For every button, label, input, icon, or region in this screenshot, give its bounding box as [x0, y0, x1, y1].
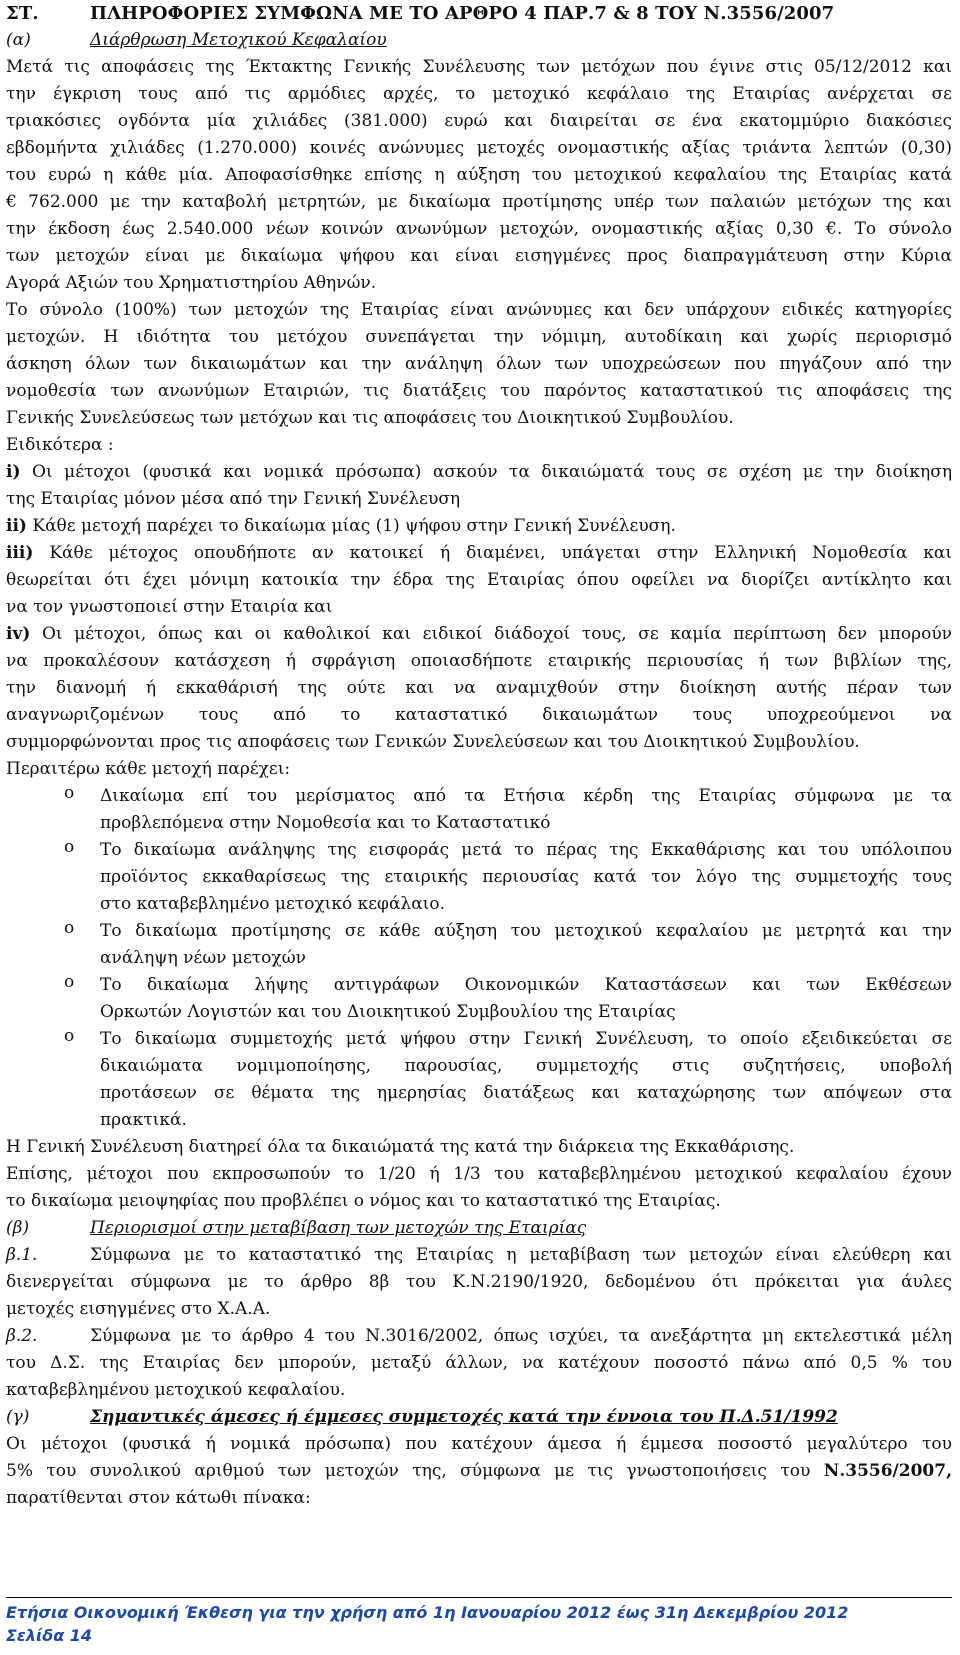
clause-line: καταβεβλημένου μετοχικού κεφαλαίου. [6, 1380, 346, 1400]
subsection-title: Περιορισμοί στην μεταβίβαση των μετοχών της Εταιρίας [90, 1218, 587, 1238]
subsection-c-heading [6, 1404, 952, 1431]
bullet-line: προτάσεων σε θέματα της ημερησίας διατάξεως και καταχώρησης των απόψεων στα [100, 1083, 952, 1103]
bullet-line: Το δικαίωμα συμμετοχής μετά ψήφου στην Γενική Συνέλευση, το οποίο εξειδικεύεται σε [100, 1029, 952, 1049]
clause-number: β.1. [6, 1245, 38, 1265]
section-heading [6, 0, 952, 27]
law-reference: Ν.3556/2007, [823, 1461, 952, 1481]
paragraph-line: € 762.000 με την καταβολή μετρητών, με δικαίωμα προτίμησης υπέρ των παλαιών μετόχων της και [6, 192, 952, 212]
paragraph-text: 5% του συνολικού αριθμού των μετοχών της, σύμφωνα με τις γνωστοποιήσεις του [6, 1461, 824, 1481]
item-number: iv) [6, 624, 31, 644]
bullet-line: Το δικαίωμα λήψης αντιγράφων Οικονομικών Καταστάσεων και των Εκθέσεων [100, 975, 952, 995]
bullet-marker: o [64, 783, 75, 803]
page-number: Σελίδα 14 [6, 1626, 93, 1645]
list-item-line: συμμορφώνονται προς τις αποφάσεις των Γενικών Συνελεύσεων και του Διοικητικού Συμβουλίου. [6, 732, 860, 752]
subsection-title: Σημαντικές άμεσες ή έμμεσες συμμετοχές κατά την έννοια του Π.Δ.51/1992 [90, 1407, 838, 1427]
item-text: Κάθε μέτοχος οπουδήποτε αν κατοικεί ή διαμένει, υπάγεται στην Ελληνική Νομοθεσία και [49, 543, 953, 563]
list-item-line: της Εταιρίας μόνον μέσα από την Γενική Συνέλευση [6, 489, 461, 509]
heading-text: ΠΛΗΡΟΦΟΡΙΕΣ ΣΥΜΦΩΝΑ ΜΕ ΤΟ ΑΡΘΡΟ 4 ΠΑΡ.7 & 8 ΤΟΥ Ν.3556/2007 [90, 3, 835, 24]
item-number: i) [6, 462, 21, 482]
bullet-line: στο καταβεβλημένο μετοχικό κεφάλαιο. [100, 894, 445, 914]
list-item-line: την διανομή ή εκκαθάρισή της ούτε και να αναμιχθούν στην διοίκηση αυτής πέραν των [6, 678, 952, 698]
paragraph-line: Το σύνολο (100%) των μετοχών της Εταιρίας είναι ανώνυμες και δεν υπάρχουν ειδικές κατηγορίες [6, 300, 952, 320]
paragraph-line: παρατίθενται στον κάτωθι πίνακα: [6, 1488, 311, 1508]
clause-text: Σύμφωνα με το καταστατικό της Εταιρίας η μεταβίβαση των μετοχών είναι ελεύθερη και [90, 1245, 952, 1265]
bullet-line: πρακτικά. [100, 1110, 187, 1130]
paragraph-line: το δικαίωμα μειοψηφίας που προβλέπει ο νόμος και το καταστατικό της Εταιρίας. [6, 1191, 721, 1211]
footer-rule [6, 1597, 952, 1598]
paragraph-line: τριακόσιες ογδόντα μία χιλιάδες (381.000) ευρώ και διαιρείται σε ένα εκατομμύριο διακόσιες [6, 111, 952, 131]
paragraph-line: Οι μέτοχοι (φυσικά ή νομικά πρόσωπα) που κατέχουν άμεσα ή έμμεσα ποσοστό μεγαλύτερο του [6, 1434, 952, 1454]
paragraph-line: των μετοχών είναι με δικαίωμα ψήφου και είναι εισηγμένες προς διαπραγμάτευση στην Κύρια [6, 246, 952, 266]
clause-text: Σύμφωνα με το άρθρο 4 του Ν.3016/2002, όπως ισχύει, τα ανεξάρτητα μη εκτελεστικά μέλη [90, 1326, 952, 1346]
paragraph-line: την έγκριση τους από τις αρμόδιες αρχές, το μετοχικό κεφάλαιο της Εταιρίας ανέρχεται σε [6, 84, 952, 104]
further-rights-intro: Περαιτέρω κάθε μετοχή παρέχει: [6, 759, 291, 779]
clause-first-line [6, 1323, 952, 1350]
list-item-line: θεωρείται ότι έχει μόνιμη κατοικία την έδρα της Εταιρίας όπου οφείλει να διορίζει αντίκλητο και [6, 570, 952, 590]
list-item-line: να τον γνωστοποιεί στην Εταιρία και [6, 597, 333, 617]
bullet-line: προϊόντος εκκαθαρίσεως της εταιρικής περιουσίας κατά τον λόγο της συμμετοχής τους [100, 867, 952, 887]
paragraph-line [6, 1458, 952, 1485]
bullet-line: ανάληψη νέων μετοχών [100, 948, 306, 968]
paragraph-line: άσκηση όλων των δικαιωμάτων και την ανάληψη όλων των υποχρεώσεων που πηγάζουν από την [6, 354, 952, 374]
bullet-marker: o [64, 837, 75, 857]
paragraph-line: Αγορά Αξιών του Χρηματιστηρίου Αθηνών. [6, 273, 377, 293]
list-item-first-line [6, 540, 952, 567]
item-text: Οι μέτοχοι (φυσικά και νομικά πρόσωπα) ασκούν τα δικαιώματά τους σε σχέση με την διοίκηση [32, 462, 953, 482]
item-number: ii) [6, 516, 27, 536]
list-item-first-line [6, 621, 952, 648]
paragraph-line: εβδομήντα χιλιάδες (1.270.000) κοινές ανώνυμες μετοχές ονομαστικής αξίας τριάντα λεπτών (0,30) [6, 138, 952, 158]
paragraph-line: Μετά τις αποφάσεις της Έκτακτης Γενικής Συνέλευσης των μετόχων που έγινε στις 05/12/2012 και [6, 57, 952, 77]
clause-number: β.2. [6, 1326, 38, 1346]
item-text: Κάθε μετοχή παρέχει το δικαίωμα μίας (1) ψήφου στην Γενική Συνέλευση. [32, 516, 676, 536]
paragraph-line: Γενικής Συνελεύσεως των μετόχων και τις αποφάσεις του Διοικητικού Συμβουλίου. [6, 408, 734, 428]
paragraph-line: νομοθεσία των ανωνύμων Εταιριών, τις διατάξεις του παρόντος καταστατικού τις αποφάσεις της [6, 381, 952, 401]
item-number: iii) [6, 543, 34, 563]
bullet-marker: o [64, 918, 75, 938]
subsection-a-heading [6, 27, 952, 54]
clause-line: μετοχές εισηγμένες στο Χ.Α.Α. [6, 1299, 271, 1319]
paragraph-line: την έκδοση έως 2.540.000 νέων κοινών ανωνύμων μετοχών, ονομαστικής αξίας 0,30 €. Το σύνολο [6, 219, 952, 239]
heading-number: ΣΤ. [6, 3, 39, 24]
footer-title: Ετήσια Οικονομική Έκθεση για την χρήση από 1η Ιανουαρίου 2012 έως 31η Δεκεμβρίου 2012 [6, 1603, 849, 1622]
bullet-line: Δικαίωμα επί του μερίσματος από τα Ετήσια κέρδη της Εταιρίας σύμφωνα με τα [100, 786, 952, 806]
item-text: Οι μέτοχοι, όπως και οι καθολικοί και ειδικοί διάδοχοί τους, σε καμία περίπτωση δεν μπορούν [42, 624, 953, 644]
clause-line: διενεργείται σύμφωνα με το άρθρο 8β του Κ.Ν.2190/1920, δεδομένου ότι πρόκειται για άυλες [6, 1272, 952, 1292]
clause-first-line [6, 1242, 952, 1269]
subsection-label: (α) [6, 30, 31, 50]
bullet-line: δικαιώματα νομιμοποίησης, παρουσίας, συμμετοχής στις συζητήσεις, υποβολή [100, 1056, 952, 1076]
bullet-line: Το δικαίωμα προτίμησης σε κάθε αύξηση του μετοχικού κεφαλαίου με μετρητά και την [100, 921, 952, 941]
paragraph-line: του ευρώ η κάθε μία. Αποφασίσθηκε επίσης η αύξηση του μετοχικού κεφαλαίου της Εταιρίας κατά [6, 165, 952, 185]
paragraph-line: Η Γενική Συνέλευση διατηρεί όλα τα δικαιώματά της κατά την διάρκεια της Εκκαθάρισης. [6, 1137, 795, 1157]
clause-line: του Δ.Σ. της Εταιρίας δεν μπορούν, μεταξύ άλλων, να κατέχουν ποσοστό πάνω από 0,5 % του [6, 1353, 952, 1373]
subsection-b-heading [6, 1215, 952, 1242]
subsection-title: Διάρθρωση Μετοχικού Κεφαλαίου [90, 30, 387, 50]
paragraph-line: μετοχών. Η ιδιότητα του μετόχου συνεπάγεται την νόμιμη, αυτοδίκαιη και χωρίς περιορισμό [6, 327, 952, 347]
bullet-marker: o [64, 1026, 75, 1046]
paragraph-line: Ειδικότερα : [6, 435, 114, 455]
bullet-marker: o [64, 972, 75, 992]
subsection-label: (β) [6, 1218, 30, 1238]
paragraph-line: Επίσης, μέτοχοι που εκπροσωπούν το 1/20 ή 1/3 του καταβεβλημένου μετοχικού κεφαλαίου έχουν [6, 1164, 952, 1184]
list-item-first-line [6, 459, 952, 486]
list-item-line: να προκαλέσουν κατάσχεση ή σφράγιση οποιασδήποτε εταιρικής περιουσίας ή των βιβλίων της, [6, 651, 952, 671]
list-item-first-line [6, 513, 952, 540]
bullet-line: Ορκωτών Λογιστών και του Διοικητικού Συμβουλίου της Εταιρίας [100, 1002, 676, 1022]
bullet-line: προβλεπόμενα στην Νομοθεσία και το Καταστατικό [100, 813, 551, 833]
bullet-line: Το δικαίωμα ανάληψης της εισφοράς μετά το πέρας της Εκκαθάρισης και του υπόλοιπου [100, 840, 952, 860]
list-item-line: αναγνωριζομένων τους από το καταστατικό δικαιωμάτων τους υποχρεούμενοι να [6, 705, 952, 725]
subsection-label: (γ) [6, 1407, 30, 1427]
